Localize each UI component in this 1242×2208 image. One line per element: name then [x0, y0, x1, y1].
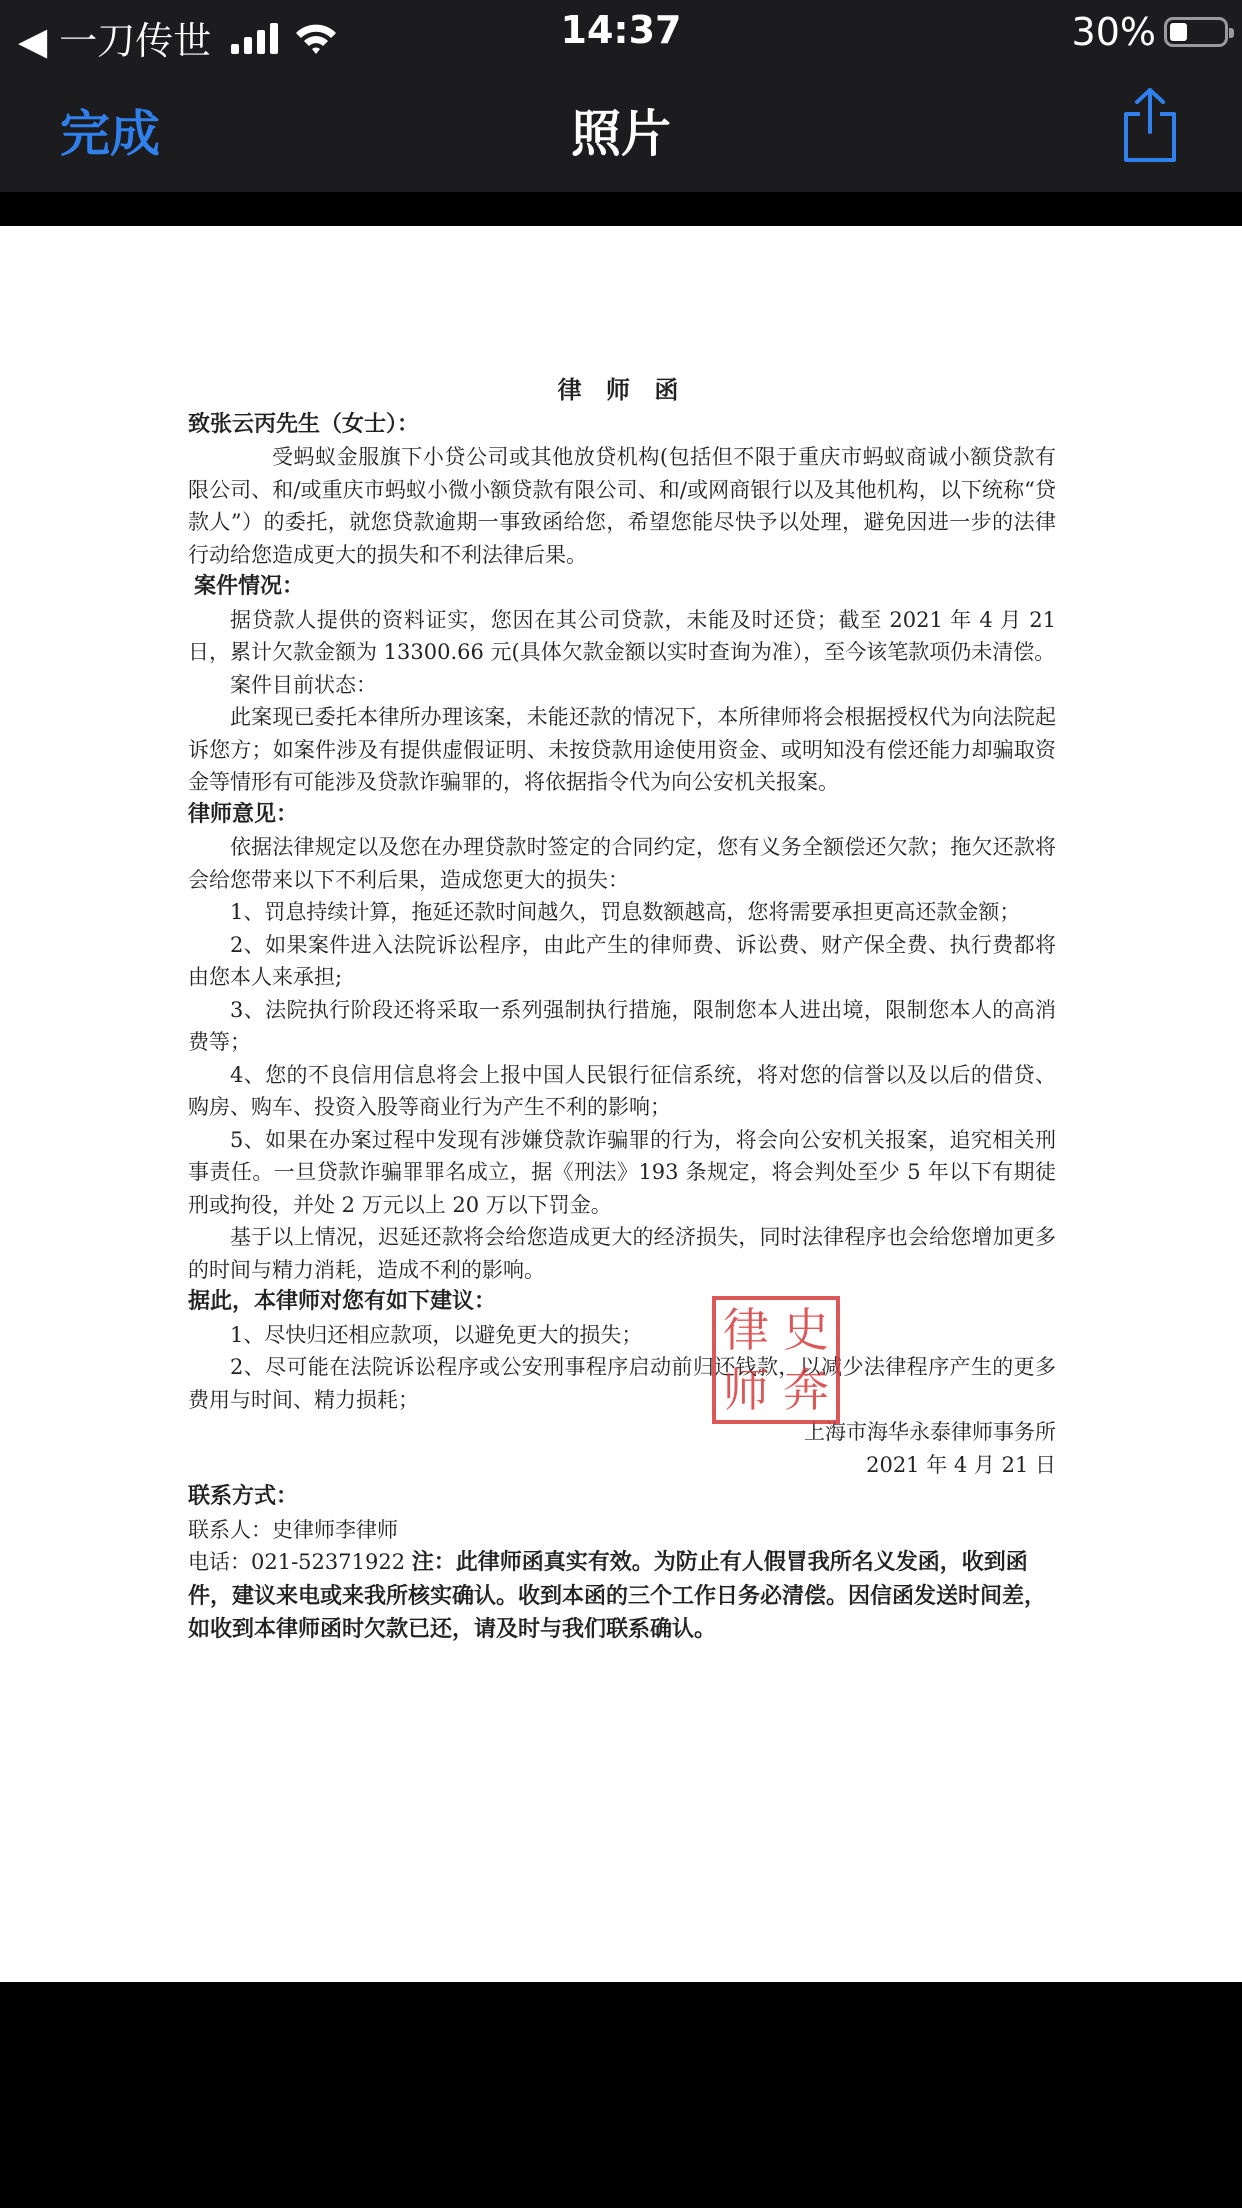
- consequence-item: 4、您的不良信用信息将会上报中国人民银行征信系统，将对您的信誉以及以后的借贷、购房、购车、投资入股等商业行为产生不利的影响；: [188, 1062, 1056, 1119]
- document-photo[interactable]: [0, 226, 1242, 1982]
- opinion-intro: 依据法律规定以及您在办理贷款时签定的合同约定，您有义务全额偿还欠款；拖欠还款将会给您带来以下不利后果，造成您更大的损失：: [188, 835, 1056, 892]
- letter-salutation: 致张云丙先生（女士）：: [188, 411, 420, 437]
- page-title: 照片: [571, 105, 671, 163]
- advice-item: 2、尽可能在法院诉讼程序或公安刑事程序启动前归还钱款，以减少法律程序产生的更多费用与时间、精力损耗；: [188, 1355, 1056, 1412]
- contact-person: 联系人：史律师李律师: [188, 1517, 398, 1542]
- seal-char: 奔: [783, 1363, 829, 1417]
- consequence-item: 3、法院执行阶段还将采取一系列强制执行措施，限制您本人进出境，限制您本人的高消费等；: [188, 997, 1056, 1054]
- consequence-item: 5、如果在办案过程中发现有涉嫌贷款诈骗罪的行为，将会向公安机关报案，追究相关刑事责任。一旦贷款诈骗罪罪名成立，据《刑法》193 条规定，将会判处至少 5 年以下有期徒刑或拘役，并处 2 万元以上 20 万以下罚金。: [188, 1127, 1056, 1217]
- contact-heading: 联系方式：: [188, 1484, 299, 1509]
- case-text: 据贷款人提供的资料证实，您因在其公司贷款，未能及时还贷；截至 2021 年 4 月 21 日，累计欠款金额为 13300.66 元(具体欠款金额以实时查询为准），至今该笔款项仍未清偿。: [188, 607, 1056, 664]
- case-status-text: 此案现已委托本律所办理该案，未能还款的情况下，本所律师将会根据授权代为向法院起诉您方；如案件涉及有提供虚假证明、未按贷款用途使用资金、或明知没有偿还能力却骗取资金等情形有可能涉及贷款诈骗罪的，将依据指令代为向公安机关报案。: [188, 705, 1056, 794]
- battery-status: [1072, 10, 1228, 54]
- authenticity-note: 注：此律师函真实有效。为防止有人假冒我所名义发函，收到函件，建议来电或来我所核实确认。收到本函的三个工作日务必清偿。因信函发送时间差，如收到本律师函时欠款已还，请及时与我们联系确认。: [188, 1550, 1047, 1642]
- back-app-label: ◀ 一刀传世: [18, 19, 212, 63]
- seal-char: 史: [783, 1303, 829, 1357]
- contact-phone: 电话：021-52371922: [188, 1550, 406, 1574]
- done-button[interactable]: 完成: [60, 105, 160, 163]
- letter-body: [188, 374, 1056, 1647]
- firm-name: 上海市海华永泰律师事务所: [804, 1420, 1056, 1444]
- seal-char: 律: [723, 1303, 769, 1357]
- status-bar: [0, 0, 1242, 64]
- consequence-item: 1、罚息持续计算，拖延还款时间越久，罚息数额越高，您将需要承担更高还款金额；: [230, 900, 1021, 924]
- letter-title: 律 师 函: [557, 375, 687, 404]
- contact-phone-and-note: [188, 1546, 1056, 1647]
- seal-char: 师: [723, 1363, 769, 1417]
- case-status-label: 案件目前状态：: [230, 672, 377, 697]
- battery-percent: 30%: [1071, 10, 1156, 54]
- share-icon[interactable]: [1120, 86, 1180, 164]
- case-heading: 案件情况：: [194, 574, 305, 599]
- clock: 14:37: [560, 8, 682, 52]
- advice-item: 1、尽快归还相应款项，以避免更大的损失；: [230, 1322, 643, 1347]
- letter-date: 2021 年 4 月 21 日: [866, 1452, 1056, 1477]
- battery-icon: [1164, 17, 1228, 47]
- letter-intro: 受蚂蚁金服旗下小贷公司或其他放贷机构(包括但不限于重庆市蚂蚁商诚小额贷款有限公司、和/或重庆市蚂蚁小微小额贷款有限公司、和/或网商银行以及其他机构，以下统称“贷款人”）的委托，就您贷款逾期一事致函给您，希望您能尽快予以处理，避免因进一步的法律行动给您造成更大的损失和不利法律后果。: [188, 445, 1056, 567]
- nav-bar: [0, 64, 1242, 192]
- law-firm-seal: [712, 1296, 840, 1424]
- advice-heading: 据此，本律师对您有如下建议：: [188, 1289, 497, 1314]
- battery-fill: [1170, 23, 1187, 41]
- summary-text: 基于以上情况，迟延还款将会给您造成更大的经济损失，同时法律程序也会给您增加更多的时间与精力消耗，造成不利的影响。: [188, 1225, 1056, 1282]
- opinion-heading: 律师意见：: [188, 801, 299, 827]
- consequence-item: 2、如果案件进入法院诉讼程序，由此产生的律师费、诉讼费、财产保全费、执行费都将由您本人来承担;: [188, 932, 1056, 989]
